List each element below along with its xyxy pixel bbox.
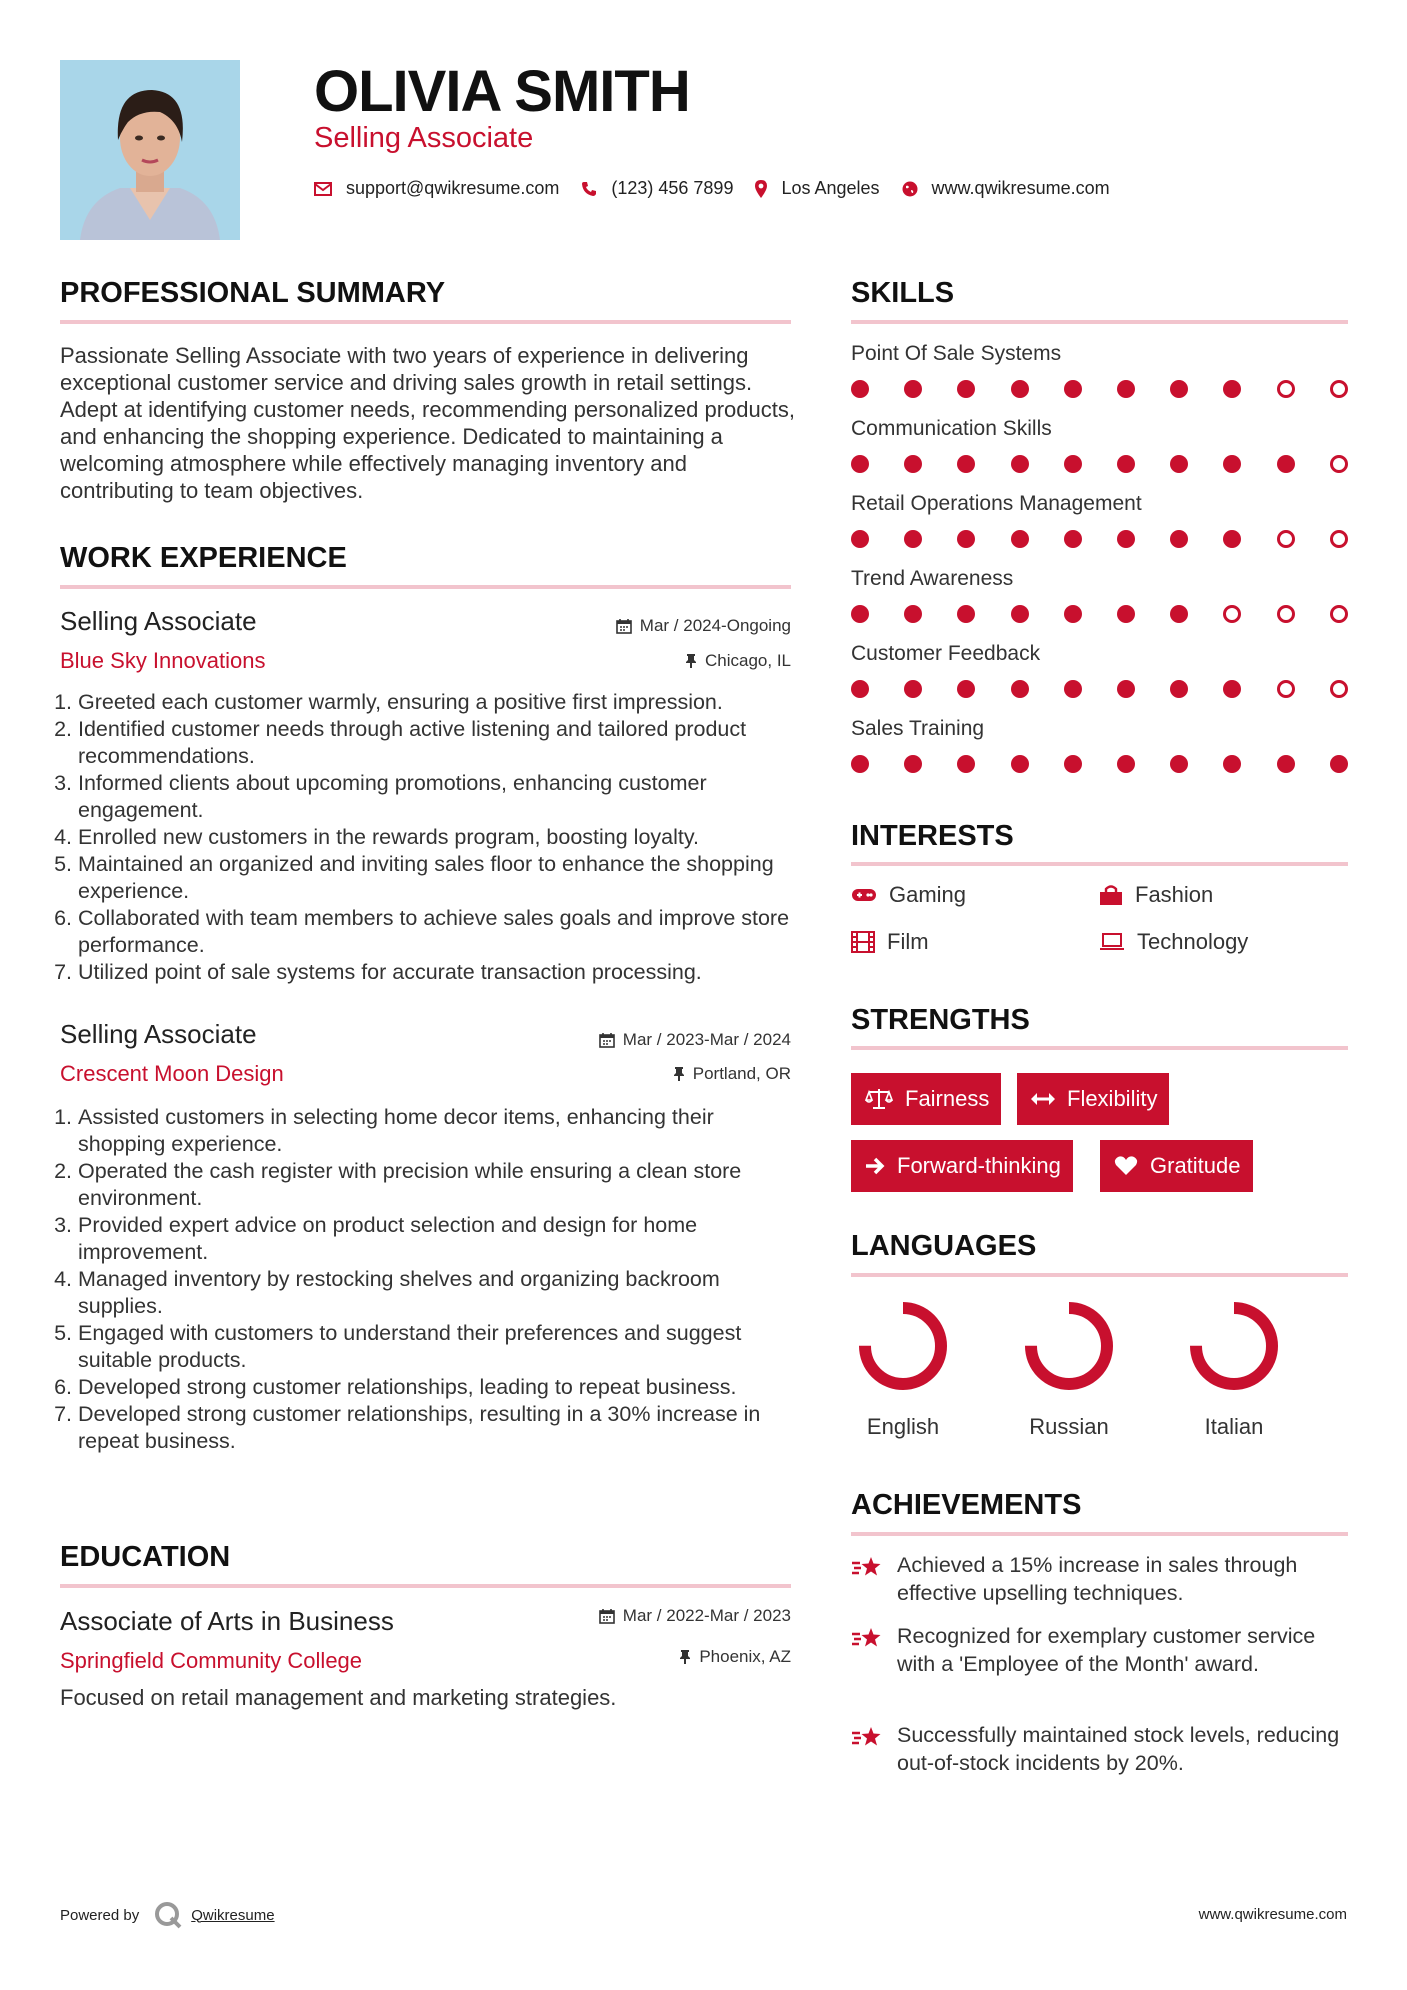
strength-tag [1100,1140,1253,1192]
heart-icon [1114,1156,1138,1176]
achievement-text: Achieved a 15% increase in sales through effective upselling techniques. [897,1553,1298,1605]
shooting-star-icon [851,1624,883,1652]
job-dates [616,616,791,636]
list-item: 6. Developed strong customer relationships, leading to repeat business. [78,1374,795,1401]
interest-label: Gaming [889,882,967,907]
skill-dot-filled [1117,455,1135,473]
strength-label: Fairness [905,1086,990,1111]
skill-dot-filled [1064,755,1082,773]
strength-tag [1017,1073,1169,1125]
contact-location [755,178,879,199]
job-bullets [60,689,795,986]
skill-dot-filled [1277,755,1295,773]
contact-phone-text: (123) 456 7899 [611,178,734,198]
education-divider [60,1584,791,1588]
arrow-right-icon [865,1157,885,1175]
skill-dot-filled [904,380,922,398]
skill-dot-filled [1170,680,1188,698]
envelope-icon [314,182,332,196]
achievement-item [851,1551,1348,1607]
job-location [685,651,791,671]
skill-dot-filled [1064,455,1082,473]
skill-dot-filled [1064,380,1082,398]
job-location [673,1064,791,1084]
list-item: 2. Operated the cash register with precision while ensuring a clean store environment. [78,1158,795,1212]
pushpin-icon [685,653,697,669]
job-dates [599,1030,791,1050]
skill-dot-filled [1011,380,1029,398]
contact-bar [314,178,1132,199]
laptop-icon [1099,933,1125,951]
list-item: 6. Collaborated with team members to achieve sales goals and improve store performance. [78,905,795,959]
education-dates [599,1606,791,1626]
skill-dot-empty [1277,680,1295,698]
calendar-icon [599,1608,615,1624]
skill-name: Point Of Sale Systems [851,342,1062,365]
skill-dot-filled [1011,455,1029,473]
summary-divider [60,320,791,324]
skill-dot-empty [1330,605,1348,623]
skill-name: Trend Awareness [851,567,1014,590]
summary-heading: PROFESSIONAL SUMMARY [60,277,446,309]
skill-dot-filled [957,455,975,473]
skill-dot-filled [1064,605,1082,623]
skill-rating [851,605,1348,625]
achievement-text: Successfully maintained stock levels, reducing out-of-stock incidents by 20%. [897,1723,1340,1775]
list-item: 1. Assisted customers in selecting home decor items, enhancing their shopping experience. [78,1104,795,1158]
education-description: Focused on retail management and marketing strategies. [60,1685,617,1710]
skill-dot-filled [957,680,975,698]
skill-dot-filled [1277,455,1295,473]
skill-name: Customer Feedback [851,642,1041,665]
skills-divider [851,320,1348,324]
skill-dot-filled [851,605,869,623]
language-proficiency-arc [1031,1308,1107,1384]
skill-dot-empty [1330,380,1348,398]
skill-dot-filled [957,755,975,773]
interest-label: Film [887,929,929,954]
skill-dot-empty [1330,530,1348,548]
skill-rating [851,755,1348,775]
interests-divider [851,862,1348,866]
language-name: English [866,1414,940,1439]
language-ring [1022,1299,1116,1393]
qwikresume-logo-icon [153,1900,183,1930]
list-item: 5. Engaged with customers to understand their preferences and suggest suitable products. [78,1320,795,1374]
candidate-title: Selling Associate [314,122,534,154]
skill-dot-filled [1170,605,1188,623]
skill-rating [851,680,1348,700]
skill-dot-filled [851,755,869,773]
skill-name: Communication Skills [851,417,1052,440]
interest-label: Fashion [1135,882,1214,907]
achievements-divider [851,1532,1348,1536]
list-item: 3. Provided expert advice on product selection and design for home improvement. [78,1212,795,1266]
skill-dot-filled [1223,755,1241,773]
language-name: Russian [1029,1414,1109,1439]
list-item: 4. Managed inventory by restocking shelves and organizing backroom supplies. [78,1266,795,1320]
skill-rating [851,380,1348,400]
language-ring [856,1299,950,1393]
skill-dot-filled [1064,530,1082,548]
skill-dot-filled [904,530,922,548]
footer-website[interactable]: www.qwikresume.com [1198,1906,1347,1923]
contact-website[interactable] [902,178,1110,199]
skill-dot-filled [1117,380,1135,398]
list-item: 2. Identified customer needs through active listening and tailored product recommendations. [78,716,795,770]
skill-dot-empty [1330,680,1348,698]
shooting-star-icon [851,1553,883,1581]
skill-dot-filled [904,605,922,623]
job-title: Selling Associate [60,606,257,636]
experience-divider [60,585,791,589]
skill-dot-filled [1064,680,1082,698]
skill-dot-filled [851,680,869,698]
interest-item [1099,882,1213,908]
achievement-item [851,1721,1348,1777]
powered-by-label: Powered by [60,1906,140,1924]
languages-heading: LANGUAGES [851,1230,1037,1262]
contact-email[interactable] [314,178,559,199]
calendar-icon [616,618,632,634]
list-item: 4. Enrolled new customers in the rewards program, boosting loyalty. [78,824,795,851]
education-school: Springfield Community College [60,1648,363,1673]
education-degree: Associate of Arts in Business [60,1606,394,1636]
calendar-icon [599,1032,615,1048]
skill-dot-filled [1170,530,1188,548]
contact-phone[interactable] [581,178,733,199]
education-dates-text: Mar / 2022-Mar / 2023 [622,1606,791,1625]
skill-rating [851,530,1348,550]
balance-scale-icon [865,1088,893,1110]
skill-dot-filled [957,605,975,623]
skill-name: Retail Operations Management [851,492,1142,515]
gamepad-icon [851,887,877,903]
job-location-text: Chicago, IL [705,651,791,670]
skill-dot-empty [1330,455,1348,473]
list-item: 7. Developed strong customer relationships, resulting in a 30% increase in repeat business. [78,1401,795,1455]
list-item: 5. Maintained an organized and inviting sales floor to enhance the shopping experience. [78,851,795,905]
language-ring [1187,1299,1281,1393]
education-location-text: Phoenix, AZ [699,1647,791,1666]
map-pin-icon [755,180,767,198]
interest-label: Technology [1137,929,1249,954]
skill-dot-filled [1117,605,1135,623]
list-item: 3. Informed clients about upcoming promotions, enhancing customer engagement. [78,770,795,824]
skill-dot-filled [904,455,922,473]
skill-dot-filled [1223,455,1241,473]
education-location [679,1647,791,1667]
job-bullets [60,1104,795,1455]
skill-dot-filled [904,680,922,698]
achievement-item [851,1622,1348,1678]
phone-icon [581,181,597,197]
skill-dot-filled [1330,755,1348,773]
skill-dot-empty [1223,605,1241,623]
education-heading: EDUCATION [60,1541,231,1573]
languages-divider [851,1273,1348,1277]
skill-dot-filled [1223,680,1241,698]
job-company: Crescent Moon Design [60,1061,284,1086]
skill-dot-filled [1223,530,1241,548]
film-icon [851,931,875,953]
strength-tag [851,1140,1073,1192]
job-location-text: Portland, OR [692,1064,791,1083]
skill-dot-filled [851,380,869,398]
skill-dot-filled [1117,680,1135,698]
skill-dot-filled [851,530,869,548]
skill-dot-filled [1117,530,1135,548]
skill-dot-filled [1117,755,1135,773]
achievement-text: Recognized for exemplary customer service with a 'Employee of the Month' award. [897,1624,1316,1676]
skill-dot-filled [1011,680,1029,698]
skill-dot-filled [1011,530,1029,548]
candidate-name: OLIVIA SMITH [314,59,690,124]
contact-website-text: www.qwikresume.com [931,178,1110,198]
interest-item [851,929,929,955]
skill-rating [851,455,1348,475]
arrows-horizontal-icon [1031,1092,1055,1106]
skill-dot-filled [1170,755,1188,773]
skill-dot-filled [957,530,975,548]
contact-location-text: Los Angeles [781,178,880,198]
achievements-heading: ACHIEVEMENTS [851,1489,1082,1521]
pushpin-icon [673,1066,685,1082]
strength-label: Forward-thinking [897,1153,1061,1178]
globe-icon [902,181,918,197]
strength-tag [851,1073,1001,1125]
profile-photo [60,60,240,240]
skill-name: Sales Training [851,717,985,740]
skill-dot-filled [1011,605,1029,623]
summary-text: Passionate Selling Associate with two years of experience in delivering exceptional customer service and driving sales growth in retail settings. Adept at identifying customer needs, recommending personalized products, and enhancing the shopping experience. Dedicated to maintaining a welcoming atmosphere while effectively managing inventory and contributing to team objectives. [60,343,795,503]
skill-dot-filled [1170,455,1188,473]
skill-dot-empty [1277,605,1295,623]
list-item: 1. Greeted each customer warmly, ensuring a positive first impression. [78,689,795,716]
skill-dot-filled [1011,755,1029,773]
skill-dot-empty [1277,380,1295,398]
experience-heading: WORK EXPERIENCE [60,542,347,574]
job-dates-text: Mar / 2023-Mar / 2024 [622,1030,791,1049]
job-title: Selling Associate [60,1019,257,1049]
language-proficiency-arc [1196,1308,1272,1384]
language-proficiency-arc [865,1308,941,1384]
shopping-bag-icon [1099,884,1123,906]
strength-label: Gratitude [1150,1153,1241,1178]
skills-heading: SKILLS [851,277,955,309]
interest-item [851,882,966,908]
list-item: 7. Utilized point of sale systems for accurate transaction processing. [78,959,795,986]
skill-dot-empty [1277,530,1295,548]
interests-heading: INTERESTS [851,820,1014,852]
strengths-heading: STRENGTHS [851,1004,1030,1036]
language-name: Italian [1204,1414,1264,1439]
skill-dot-filled [1170,380,1188,398]
interest-item [1099,929,1248,955]
footer-powered-by [60,1900,275,1930]
skill-dot-filled [851,455,869,473]
qwikresume-link[interactable]: Qwikresume [191,1906,275,1924]
skill-dot-filled [1223,380,1241,398]
job-company: Blue Sky Innovations [60,648,266,673]
skill-dot-filled [904,755,922,773]
skill-dot-filled [957,380,975,398]
pushpin-icon [679,1649,691,1665]
strengths-divider [851,1046,1348,1050]
contact-email-text: support@qwikresume.com [346,178,560,198]
strength-label: Flexibility [1067,1086,1158,1111]
job-dates-text: Mar / 2024-Ongoing [639,616,791,635]
shooting-star-icon [851,1723,883,1751]
